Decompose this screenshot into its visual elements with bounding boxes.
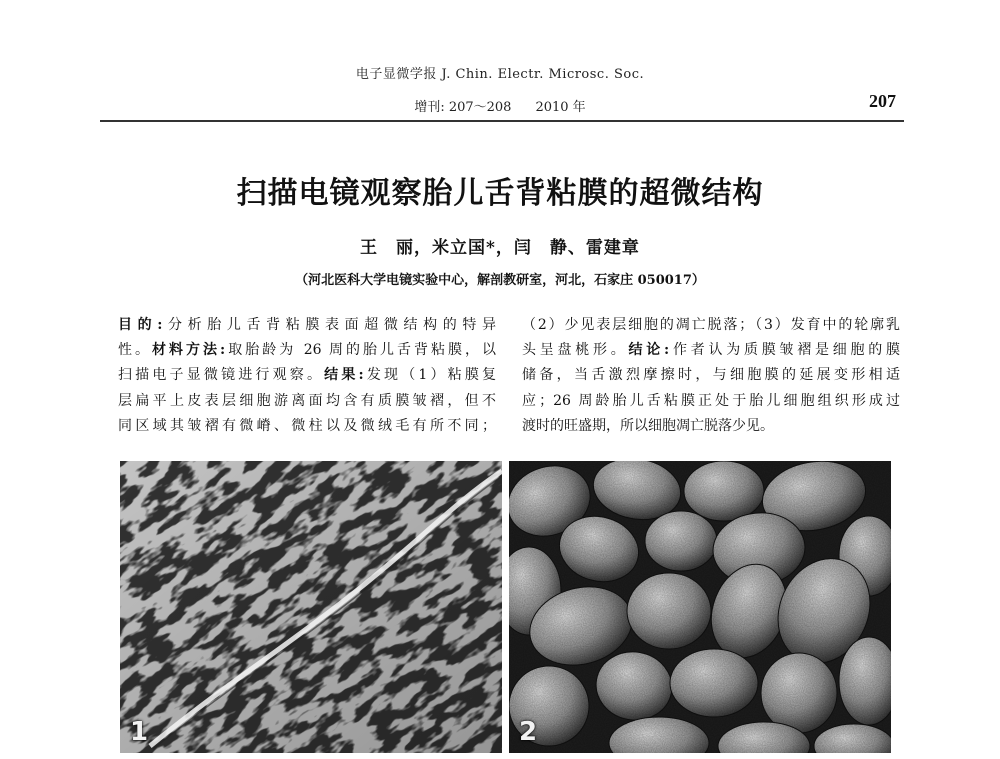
abstract-right-column [522, 313, 900, 439]
abstract-text: 渡时的旺盛期，所以细胞凋亡脱落少见。 [522, 417, 774, 434]
abstract-text: 作者认为质膜皱褶是细胞的膜 [669, 342, 900, 359]
page-number: 207 [869, 91, 896, 111]
microridge-texture [120, 461, 502, 753]
article-authors: 王 丽，米立国*，闫 静、雷建章 [360, 238, 640, 258]
abstract-line [522, 313, 900, 338]
abstract-line [522, 338, 900, 363]
results-label: 结果: [324, 367, 364, 384]
article-title: 扫描电镜观察胎儿舌背粘膜的超微结构 [236, 176, 764, 211]
abstract-text: （2）少见表层细胞的凋亡脱落；（3）发育中的轮廓乳 [522, 317, 900, 333]
article-affiliation: （河北医科大学电镜实验中心，解剖教研室，河北，石家庄 050017） [295, 273, 705, 288]
abstract-line [522, 363, 900, 388]
abstract-line [522, 414, 900, 439]
abstract-text: 分析胎儿舌背粘膜表面超微结构的特异 [162, 317, 496, 333]
figure-1-sem-microridges [120, 461, 502, 753]
abstract-text: 头呈盘桃形。 [522, 342, 629, 359]
issue-pages: 增刊: 207～208 [414, 100, 512, 115]
conclusion-label: 结论: [628, 342, 670, 359]
abstract-line [118, 313, 496, 338]
abstract-text: 取胎龄为 26 周的胎儿舌背粘膜，以 [225, 342, 496, 359]
abstract-text: 扫描电子显微镜进行观察。 [118, 367, 325, 384]
abstract-text: 储备，当舌激烈摩擦时，与细胞膜的延展变形相适 [522, 367, 900, 384]
figure-2-sem-cells [509, 461, 891, 753]
figure-1-label: 1 [130, 717, 149, 747]
abstract-text: 同区域其皱褶有微嵴、微柱以及微绒毛有所不同； [118, 417, 496, 434]
objective-label: 目的: [118, 317, 163, 333]
issue-info [0, 96, 1000, 115]
abstract-line [118, 338, 496, 363]
issue-year: 2010 年 [535, 100, 586, 115]
abstract-left-column [118, 313, 496, 439]
abstract-text: 层扁平上皮表层细胞游离面均含有质膜皱褶，但不 [118, 392, 496, 409]
figure-2-label: 2 [519, 717, 538, 747]
abstract-text: 性。 [118, 342, 153, 359]
journal-name: 电子显微学报 J. Chin. Electr. Microsc. Soc. [355, 67, 645, 82]
abstract-text: 发现（1）粘膜复 [363, 367, 496, 384]
abstract-line [118, 389, 496, 414]
abstract-line [522, 389, 900, 414]
abstract-line [118, 414, 496, 439]
cell-cluster-image [509, 461, 891, 753]
abstract-text: 应；26 周龄胎儿舌粘膜正处于胎儿细胞组织形成过 [522, 392, 900, 409]
abstract-line [118, 363, 496, 388]
methods-label: 材料方法: [152, 342, 226, 359]
header-rule [100, 120, 904, 122]
